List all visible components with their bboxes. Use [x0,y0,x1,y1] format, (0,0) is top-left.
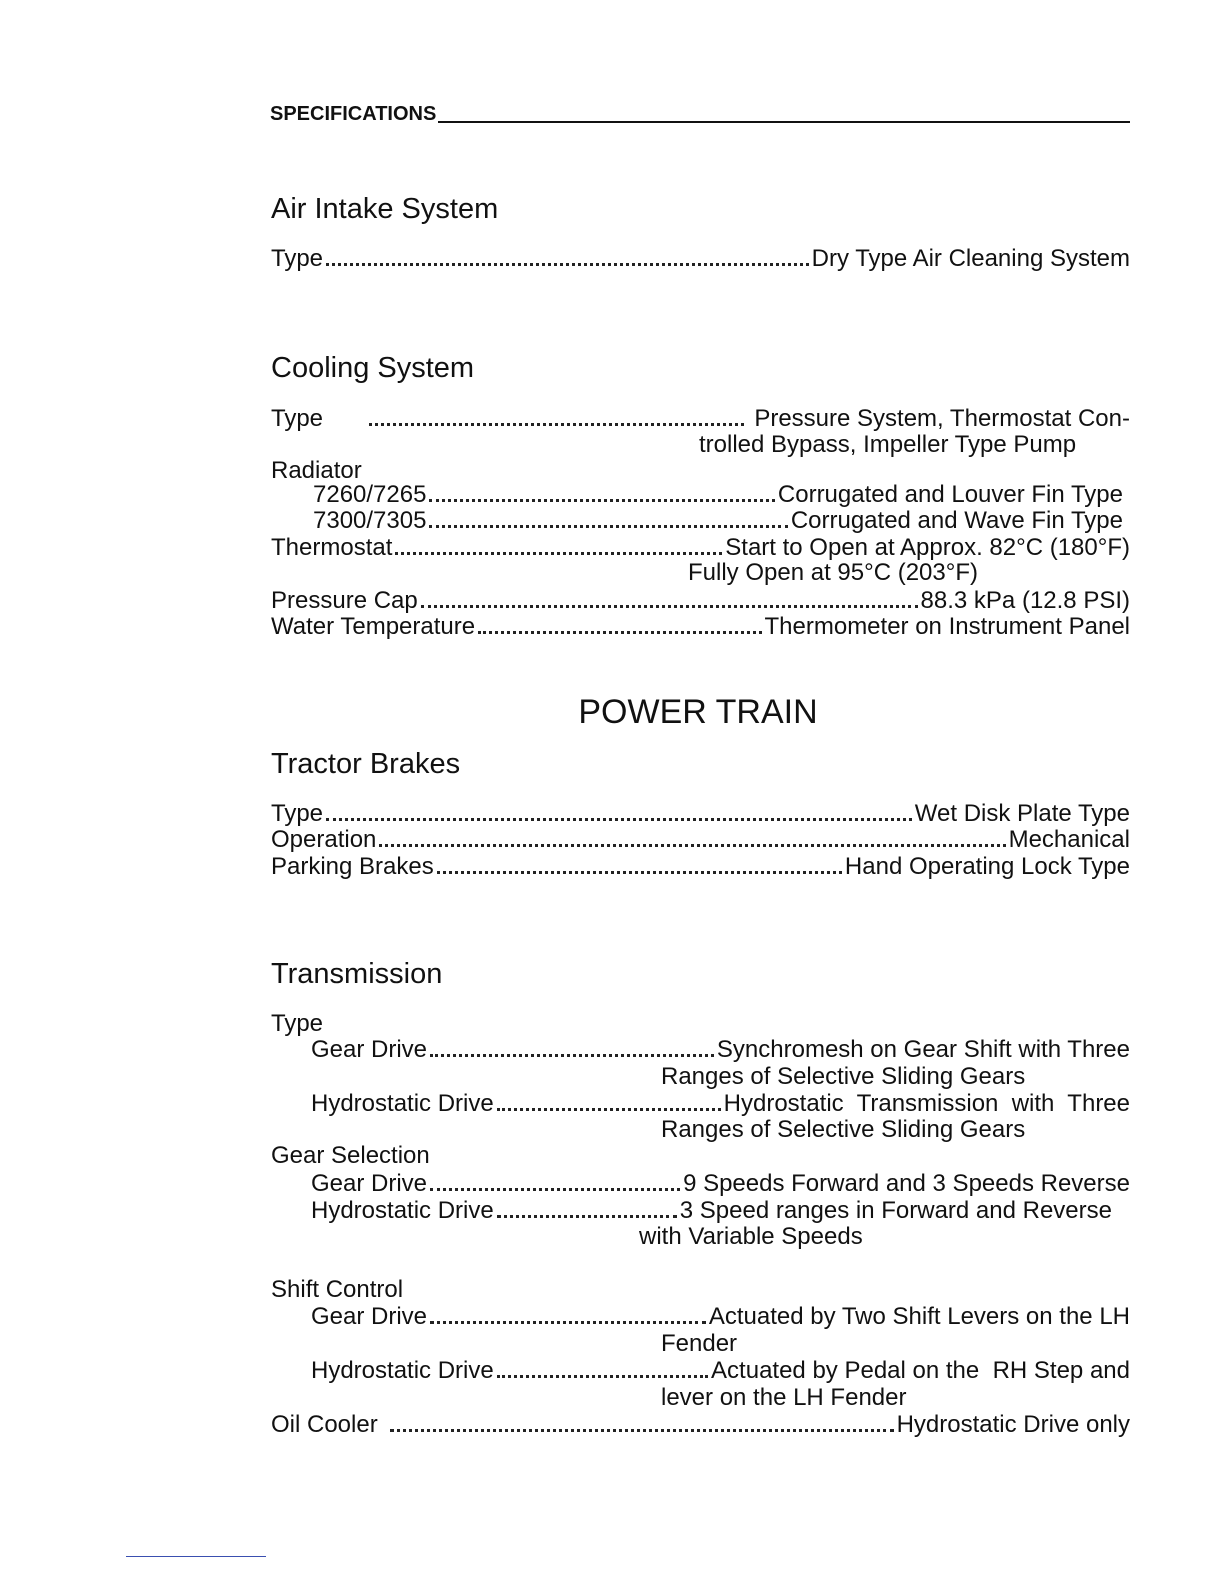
spec-value: Hydrostatic Transmission with Three [723,1090,1130,1117]
dot-leader [429,525,787,528]
dot-leader [390,1429,894,1432]
spec-label: Hydrostatic Drive [311,1357,494,1384]
transmission-type-label: Type [271,1010,324,1037]
spec-label: Type [271,800,324,827]
spec-label: Gear Drive [311,1170,428,1197]
cooling-type-row [271,405,1130,432]
radiator-a-row [313,481,1123,508]
spec-label: Water Temperature [271,613,476,640]
air-intake-type-row [271,245,1130,272]
dot-leader [379,844,1005,847]
page-header [270,103,1130,126]
spec-value: Wet Disk Plate Type [914,800,1130,827]
dot-leader [326,818,912,821]
spec-value: 88.3 kPa (12.8 PSI) [920,587,1130,614]
spec-value: 9 Speeds Forward and 3 Speeds Reverse [683,1170,1130,1197]
spec-value: Mechanical [1008,826,1130,853]
oil-cooler-row [271,1411,1130,1438]
spec-value-continued: Ranges of Selective Sliding Gears [661,1063,1026,1090]
spec-value-continued: Fender [661,1330,738,1357]
radiator-b-row [313,507,1123,534]
shift-control-label: Shift Control [271,1276,404,1303]
brakes-title: Tractor Brakes [271,748,461,780]
spec-label: Gear Drive [311,1303,428,1330]
spec-value: Hand Operating Lock Type [844,853,1130,880]
spec-label: 7260/7265 [313,481,427,508]
spec-value: Thermometer on Instrument Panel [764,613,1130,640]
spec-value-continued: Ranges of Selective Sliding Gears [661,1116,1026,1143]
spec-label: Parking Brakes [271,853,434,880]
dot-leader [430,1321,706,1324]
spec-value-continued: trolled Bypass, Impeller Type Pump [699,431,1077,458]
type-hydrostatic-row [311,1090,1130,1117]
shift-gear-drive-row [311,1303,1130,1330]
shift-hydrostatic-row [311,1357,1130,1384]
selection-gear-drive-row [311,1170,1130,1197]
spec-label: Gear Drive [311,1036,428,1063]
spec-label: Operation [271,826,377,853]
dot-leader [429,499,774,502]
air-intake-title: Air Intake System [271,193,499,225]
spec-value-continued: Fully Open at 95°C (203°F) [688,559,978,586]
type-gear-drive-row [311,1036,1130,1063]
spec-value: Hydrostatic Drive only [896,1411,1130,1438]
power-train-title: POWER TRAIN [578,693,818,731]
dot-leader [497,1215,677,1218]
spec-value: Actuated by Pedal on the RH Step and [711,1357,1130,1384]
spec-value: Synchromesh on Gear Shift with Three [716,1036,1130,1063]
dot-leader [369,423,744,426]
spec-label: 7300/7305 [313,507,427,534]
dot-leader [430,1054,714,1057]
dot-leader [395,552,722,555]
header-rule [438,121,1130,123]
parking-brakes-row [271,853,1130,880]
spec-value: 3 Speed ranges in Forward and Reverse [679,1197,1112,1224]
spec-label: Hydrostatic Drive [311,1197,494,1224]
dot-leader [430,1188,680,1191]
gear-selection-label: Gear Selection [271,1142,430,1169]
thermostat-row [271,534,1130,561]
cooling-title: Cooling System [271,352,475,384]
header-label: SPECIFICATIONS [270,103,437,125]
dot-leader [497,1375,708,1378]
spec-label: Oil Cooler [271,1411,378,1438]
dot-leader [437,871,842,874]
transmission-title: Transmission [271,958,443,990]
brakes-operation-row [271,826,1130,853]
spec-label: Type [271,405,324,432]
dot-leader [497,1108,721,1111]
spec-label: Thermostat [271,534,393,561]
dot-leader [326,263,809,266]
dot-leader [478,631,761,634]
radiator-label: Radiator [271,457,362,484]
brakes-type-row [271,800,1130,827]
spec-label: Pressure Cap [271,587,418,614]
dot-leader [421,605,918,608]
spec-value: Actuated by Two Shift Levers on the LH [708,1303,1130,1330]
footer-rule [126,1556,266,1557]
spec-label: Hydrostatic Drive [311,1090,494,1117]
pressure-cap-row [271,587,1130,614]
spec-value: Dry Type Air Cleaning System [811,245,1130,272]
spec-value-continued: with Variable Speeds [639,1223,863,1250]
spec-value: Corrugated and Louver Fin Type [777,481,1123,508]
spec-value: Corrugated and Wave Fin Type [790,507,1123,534]
spec-value: Start to Open at Approx. 82°C (180°F) [725,534,1130,561]
selection-hydrostatic-row [311,1197,1130,1224]
water-temperature-row [271,613,1130,640]
spec-label: Type [271,245,324,272]
spec-value-continued: lever on the LH Fender [661,1384,907,1411]
spec-value: Pressure System, Thermostat Con- [754,405,1130,432]
